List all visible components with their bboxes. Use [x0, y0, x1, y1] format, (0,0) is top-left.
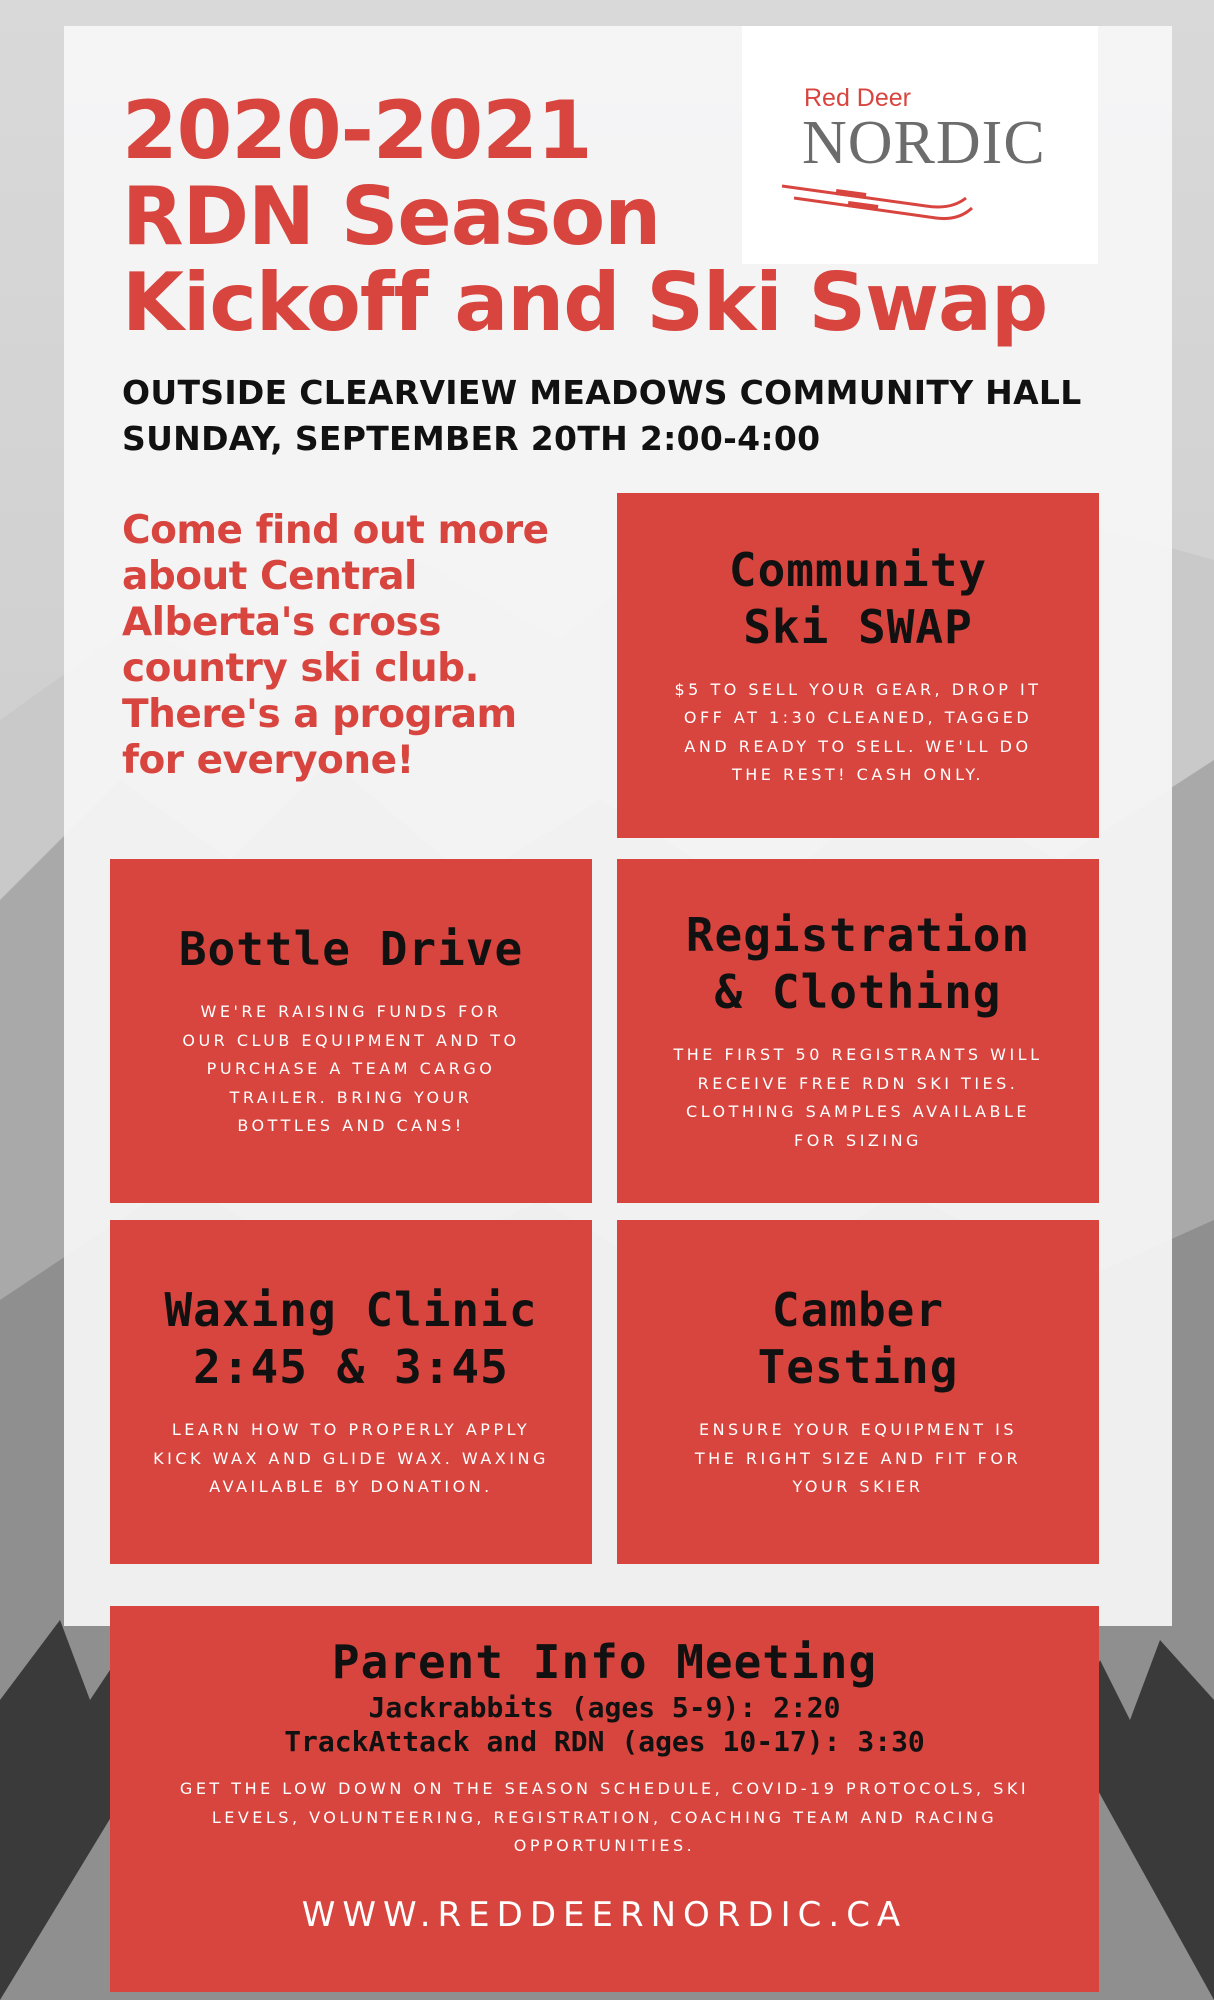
- registration-title-1: Registration: [685, 908, 1031, 962]
- waxing-title-1: Waxing Clinic: [164, 1283, 538, 1338]
- parent-info-box: [110, 1606, 1099, 1992]
- ski-swap-box: [617, 493, 1099, 838]
- title-line-3: Kickoff and Ski Swap: [122, 256, 1048, 349]
- parent-info-body: GET THE LOW DOWN ON THE SEASON SCHEDULE, COVID-19 PROTOCOLS, SKI LEVELS, VOLUNTEERING, REGISTRATION, COACHING TEAM AND RACING OPPORTUNITIES.: [179, 1779, 1030, 1855]
- bottle-drive-box: [110, 859, 592, 1203]
- ski-swap-title-2: Ski SWAP: [743, 599, 973, 654]
- registration-body: THE FIRST 50 REGISTRANTS WILL RECEIVE FREE RDN SKI TIES. CLOTHING SAMPLES AVAILABLE FOR SIZING: [673, 1045, 1043, 1150]
- ski-swap-title-1: Community: [728, 542, 988, 597]
- trackattack-time: TrackAttack and RDN (ages 10-17): 3:30: [284, 1725, 925, 1758]
- event-date: SUNDAY, SEPTEMBER 20TH 2:00-4:00: [122, 419, 821, 458]
- waxing-title: [164, 1282, 537, 1396]
- camber-title-1: Camber: [771, 1283, 945, 1338]
- camber-title-2: Testing: [757, 1340, 959, 1395]
- logo-main-text: NORDIC: [802, 109, 1046, 177]
- waxing-body: LEARN HOW TO PROPERLY APPLY KICK WAX AND GLIDE WAX. WAXING AVAILABLE BY DONATION.: [153, 1420, 549, 1497]
- title-line-2: RDN Season: [122, 170, 661, 263]
- bottle-drive-title: Bottle Drive: [178, 922, 524, 977]
- website-link[interactable]: WWW.REDDEERNORDIC.CA: [301, 1894, 908, 1935]
- logo-top-text: Red Deer: [804, 84, 911, 112]
- title-line-1: 2020-2021: [122, 84, 592, 177]
- parent-info-title: Parent Info Meeting: [331, 1635, 878, 1689]
- registration-title: [686, 907, 1030, 1021]
- camber-testing-box: [617, 1220, 1099, 1564]
- registration-title-2: & Clothing: [714, 965, 1002, 1019]
- event-location: OUTSIDE CLEARVIEW MEADOWS COMMUNITY HALL: [122, 373, 1082, 412]
- ski-swap-body: $5 TO SELL YOUR GEAR, DROP IT OFF AT 1:30 CLEANED, TAGGED AND READY TO SELL. WE'LL DO THE REST! CASH ONLY.: [674, 679, 1042, 784]
- intro-text: Come find out more about Central Alberta's cross country ski club. There's a program for everyone!: [122, 508, 549, 783]
- registration-box: [617, 859, 1099, 1203]
- event-details: [122, 370, 1082, 462]
- ski-swap-title: [729, 542, 987, 656]
- bottle-drive-body: WE'RE RAISING FUNDS FOR OUR CLUB EQUIPMENT AND TO PURCHASE A TEAM CARGO TRAILER. BRING YOUR BOTTLES AND CANS!: [182, 1002, 520, 1136]
- camber-body: ENSURE YOUR EQUIPMENT IS THE RIGHT SIZE AND FIT FOR YOUR SKIER: [694, 1420, 1022, 1497]
- event-title: [122, 84, 1048, 349]
- jackrabbits-time: Jackrabbits (ages 5-9): 2:20: [368, 1691, 841, 1724]
- waxing-title-2: 2:45 & 3:45: [193, 1340, 509, 1395]
- camber-title: [758, 1282, 959, 1396]
- waxing-clinic-box: [110, 1220, 592, 1564]
